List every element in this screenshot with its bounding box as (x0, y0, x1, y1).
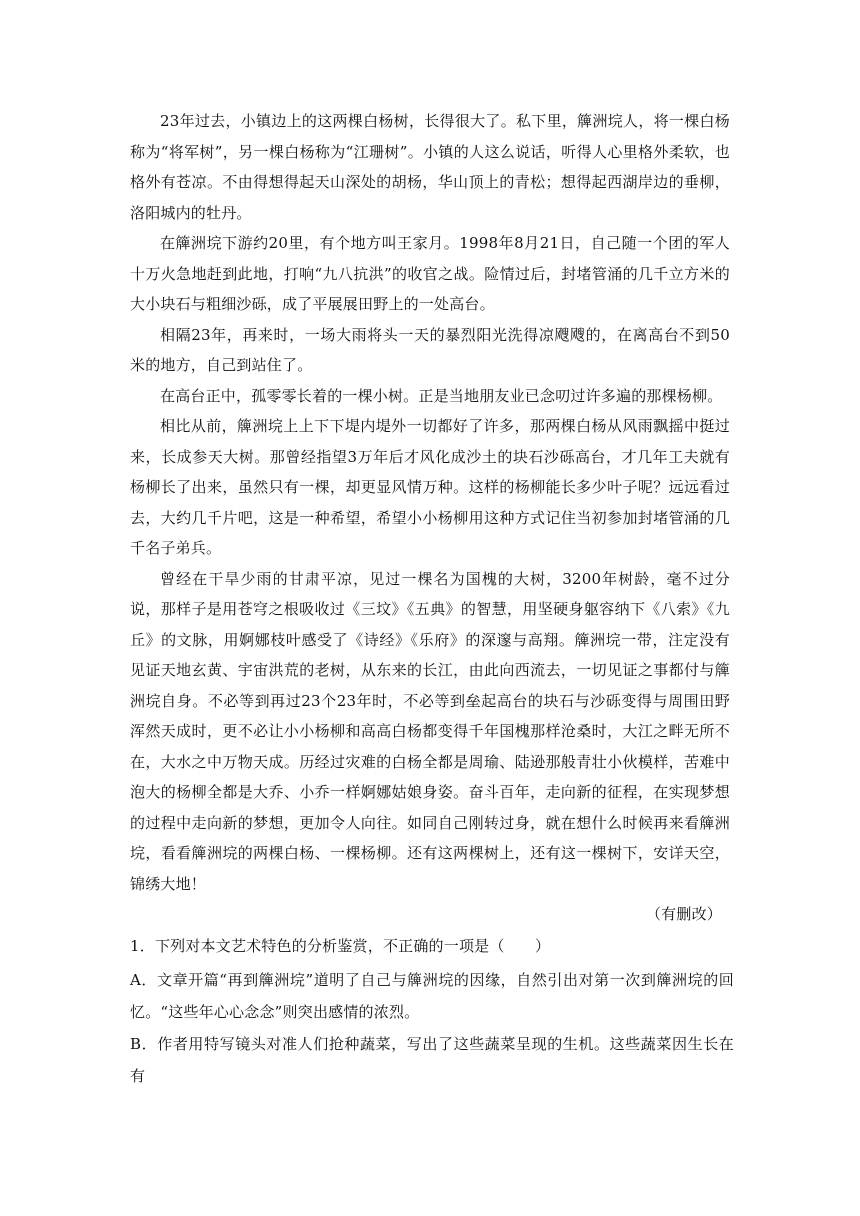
article-paragraph: 23年过去，小镇边上的这两棵白杨树，长得很大了。私下里，簰洲垸人，将一棵白杨称为“将军树”，另一棵白杨称为“江珊树”。小镇的人这么说话，听得人心里格外柔软，也格外有苍凉。不由得想得起天山深处的胡杨，华山顶上的青松；想得起西湖岸边的垂柳，洛阳城内的牡丹。 (130, 112, 730, 222)
article-paragraph: 曾经在干旱少雨的甘肃平凉，见过一棵名为国槐的大树，3200年树龄，毫不过分说，那样子是用苍穹之根吸收过《三坟》《五典》的智慧，用坚硬身躯容纳下《八索》《九丘》的文脉，用婀娜枝叶感受了《诗经》《乐府》的深邃与高翔。簰洲垸一带，注定没有见证天地玄黄、宇宙洪荒的老树，从东来的长江，由此向西流去，一切见证之事都付与簰洲垸自身。不必等到再过23个23年时，不必等到垒起高台的块石与沙砾变得与周围田野浑然天成时，更不必让小小杨柳和高高白杨都变得千年国槐那样沧桑时，大江之畔无所不在，大水之中万物天成。历经过灾难的白杨全都是周瑜、陆逊那般青壮小伙模样，苦难中泡大的杨柳全都是大乔、小乔一样婀娜姑娘身姿。奋斗百年，走向新的征程，在实现梦想的过程中走向新的梦想，更加令人向往。如同自己刚转过身，就在想什么时候再来看簰洲垸，看看簰洲垸的两棵白杨、一棵杨柳。还有这两棵树上，还有这一棵树下，安详天空，锦绣大地！ (130, 569, 730, 893)
source-note: （有删改） (645, 905, 722, 923)
article-paragraph: 相比从前，簰洲垸上上下下堤内堤外一切都好了许多，那两棵白杨从风雨飘摇中挺过来，长成参天大树。那曾经指望3万年后才风化成沙土的块石沙砾高台，才几年工夫就有杨柳长了出来，虽然只有一棵，却更显风情万种。这样的杨柳能长多少叶子呢？远远看过去，大约几千片吧，这是一种希望，希望小小杨柳用这种方式记住当初参加封堵管涌的几千名子弟兵。 (130, 417, 730, 557)
question-block (130, 930, 734, 1092)
question-stem: 1．下列对本文艺术特色的分析鉴赏，不正确的一项是（ ） (130, 937, 551, 955)
article-body (130, 106, 730, 930)
article-paragraph: 在簰洲垸下游约20里，有个地方叫王家月。1998年8月21日，自己随一个团的军人十万火急地赶到此地，打响“九八抗洪”的收官之战。险情过后，封堵管涌的几千立方米的大小块石与粗细沙砾，成了平展展田野上的一处高台。 (130, 234, 730, 313)
article-paragraph: 相隔23年，再来时，一场大雨将头一天的暴烈阳光洗得凉飕飕的，在离高台不到50米的地方，自己到站住了。 (130, 325, 730, 374)
question-option-a: A．文章开篇“再到簰洲垸”道明了自己与簰洲垸的因缘，自然引出对第一次到簰洲垸的回忆。“这些年心心念念”则突出感情的浓烈。 (130, 971, 734, 1021)
article-paragraph: 在高台正中，孤零零长着的一棵小树。正是当地朋友业已念叨过许多遍的那棵杨柳。 (160, 386, 723, 405)
question-option-b: B．作者用特写镜头对准人们抢种蔬菜，写出了这些蔬菜呈现的生机。这些蔬菜因生长在有 (130, 1035, 734, 1085)
